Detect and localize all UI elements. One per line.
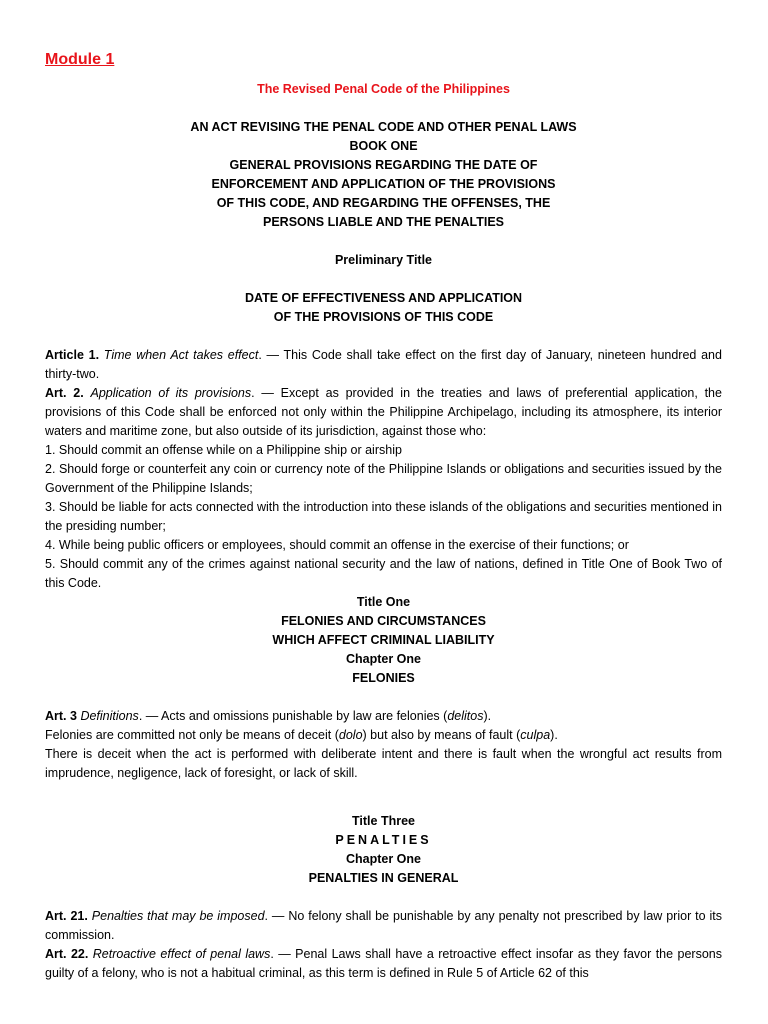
list-item: 1. Should commit an offense while on a Philippine ship or airship	[45, 443, 402, 457]
article-text: . — Acts and omissions punishable by law are felonies (	[138, 709, 448, 723]
article-3-line-3: There is deceit when the act is performed with deliberate intent and there is fault when the wrongful act results from imprudence, negligence, lack of foresight, or lack of skill.	[45, 747, 722, 780]
module-title: Module 1	[45, 51, 115, 68]
heading-line: FELONIES AND CIRCUMSTANCES	[281, 614, 486, 628]
article-label: Art. 2.	[45, 386, 84, 400]
heading-line: FELONIES	[352, 671, 415, 685]
legal-term: delitos	[447, 709, 484, 723]
article-label: Art. 21.	[45, 909, 88, 923]
article-label: Art. 22.	[45, 947, 89, 961]
article-3-line-2	[45, 726, 722, 745]
article-text: ) but also by means of fault (	[362, 728, 521, 742]
article-label: Article 1.	[45, 348, 100, 362]
article-heading: Time when Act takes effect	[103, 348, 259, 362]
list-item: 5. Should commit any of the crimes against national security and the law of nations, defined in Title One of Book Two of this Code.	[45, 557, 722, 590]
heading-line: Chapter One	[345, 852, 421, 866]
heading-line: Title Three	[352, 814, 415, 828]
preliminary-title: Preliminary Title	[334, 253, 433, 267]
article-heading: Retroactive effect of penal laws	[92, 947, 271, 961]
act-header-line: BOOK ONE	[349, 139, 418, 153]
act-header-line: AN ACT REVISING THE PENAL CODE AND OTHER PENAL LAWS	[190, 120, 577, 134]
article-3	[45, 707, 722, 726]
heading-line: Title One	[356, 595, 411, 609]
preliminary-heading	[45, 289, 722, 327]
list-item: 4. While being public officers or employees, should commit an offense in the exercise of their functions; or	[45, 538, 629, 552]
list-item: 3. Should be liable for acts connected with the introduction into these islands of the obligations and securities mentioned in the presiding number;	[45, 500, 722, 533]
legal-term: culpa	[520, 728, 551, 742]
article-heading: Penalties that may be imposed	[91, 909, 265, 923]
article-heading: Definitions	[80, 709, 139, 723]
article-text: Felonies are committed not only be means of deceit (	[45, 728, 339, 742]
article-text: . — This Code shall take effect on the first day of January, nineteen hundred and thirty-two.	[45, 348, 722, 381]
article-text: . — No felony shall be punishable by any penalty not prescribed by law prior to its commission.	[45, 909, 723, 942]
heading-line: Chapter One	[345, 652, 421, 666]
act-header-line: GENERAL PROVISIONS REGARDING THE DATE OF	[229, 158, 538, 172]
document-title: The Revised Penal Code of the Philippines	[257, 82, 510, 96]
article-2	[45, 384, 722, 441]
heading-line: WHICH AFFECT CRIMINAL LIABILITY	[272, 633, 495, 647]
act-header-line: ENFORCEMENT AND APPLICATION OF THE PROVISIONS	[211, 177, 556, 191]
heading-line: PENALTIES IN GENERAL	[308, 871, 459, 885]
preliminary-heading-line: DATE OF EFFECTIVENESS AND APPLICATION	[244, 291, 523, 305]
article-22	[45, 945, 722, 983]
article-text: . — Except as provided in the treaties and laws of preferential application, the provisions of this Code shall be enforced not only within the Philippine Archipelago, including its atmosphere, its interior waters and maritime zone, but also outside of its jurisdiction, against those who:	[45, 386, 722, 438]
article-21	[45, 907, 722, 945]
article-label: Art. 3	[45, 709, 77, 723]
act-header	[45, 118, 722, 232]
heading-line-spaced: PENALTIES	[335, 833, 432, 847]
act-header-line: PERSONS LIABLE AND THE PENALTIES	[263, 215, 504, 229]
act-header-line: OF THIS CODE, AND REGARDING THE OFFENSES, THE	[216, 196, 551, 210]
title-one-heading	[45, 593, 722, 688]
legal-term: dolo	[338, 728, 363, 742]
list-item: 2. Should forge or counterfeit any coin or currency note of the Philippine Islands or obligations and securities issued by the Government of the Philippine Islands;	[45, 462, 722, 495]
preliminary-heading-line: OF THE PROVISIONS OF THIS CODE	[273, 310, 494, 324]
article-text: . — Penal Laws shall have a retroactive effect insofar as they favor the persons guilty of a felony, who is not a habitual criminal, as this term is defined in Rule 5 of Article 62 of this	[45, 947, 722, 980]
article-text: ).	[550, 728, 558, 742]
article-text: ).	[483, 709, 492, 723]
title-three-heading	[45, 812, 722, 888]
article-1	[45, 346, 722, 384]
article-heading: Application of its provisions	[90, 386, 252, 400]
